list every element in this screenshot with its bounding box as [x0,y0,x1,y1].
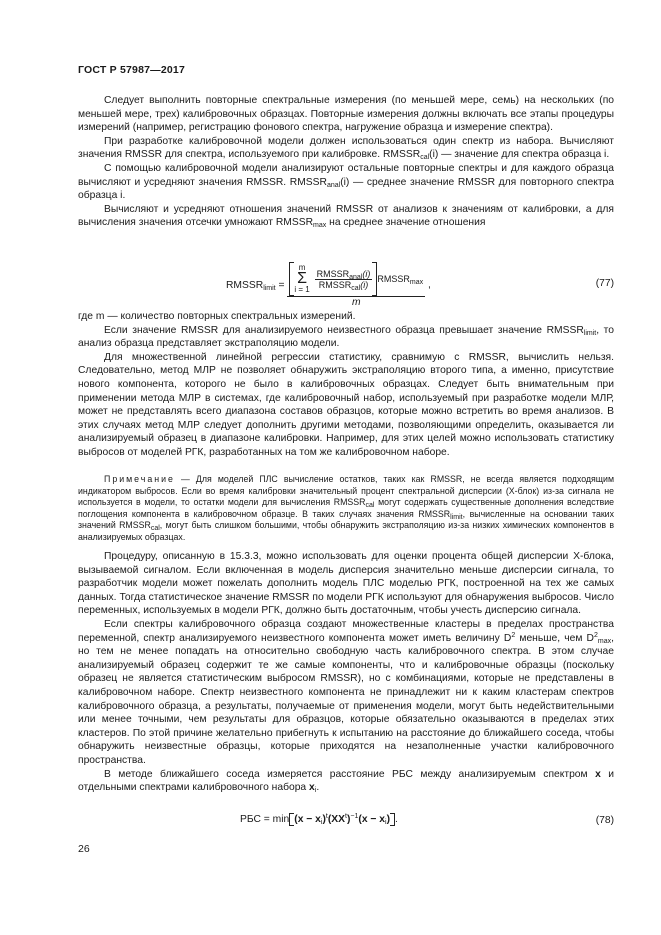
paragraph-8: Процедуру, описанную в 15.3.3, можно использовать для оценки процента общей дисперсии X-блока, вызываемой сигналом. Если включенная в модель дисперсия значительно меньше дисперсии сигнала, то разработчик модели может пожелать дополнить модель ПЛС моделью РГК, построенной на тех же самых данных. Тогда статистическое значение RMSSR по модели РГК используют для обнаружения выбросов. Число переменных, используемых в модели РГК, должно быть достаточным, чтобы учесть дисперсию сигнала. [78,551,614,617]
equation-number-78: (78) [595,815,614,826]
paragraph-3: С помощью калибровочной модели анализируют остальные повторные спектры и для каждого образца вычисляют и усредняют значения RMSSR. $RMSSR_{anal}(i)$ — среднее значение RMSSR для повторного спектра образца i. [78,162,614,202]
paragraph-7: Для множественной линейной регрессии статистику, сравнимую с RMSSR, вычислить нельзя. Следовательно, метод МЛР не позволяет обнаружить экстраполяцию второго типа, а именно, присутствие нового компонента, которого не было в калибровочных образцах. Следует быть внимательным при применении метода МЛР в системах, где калибровочный набор, используемый при разработке модели МЛР, может не представлять всего диапазона составов образцов, которые можно встретить во время анализов. В этих случаях метод МЛР следует дополнить другими методами, позволяющими определить, оказывается ли анализируемый образец в диапазоне калибровки. Например, для этих целей можно использовать статистику выбросов от моделей РГК, разработанных на том же калибровочном наборе. [78,351,614,458]
eq77-main-fraction: m Σ i = 1 $\frac{RMSSR_{anal}(i)}{RMSSR_{cal}(i)}$ $RMSSR_{max}$ m [287,262,425,308]
paragraph-9: Если спектры калибровочного образца создают множественные кластеры в пределах пространства переменной, спектр анализируемого неизвестного компонента может иметь величину $D^2$ меньше, чем $D^2_{max}$, но тем не менее попадать на относительно свободную часть калибровочного спектра. В этом случае анализируемый образец содержит те же самые компоненты, что и калибровочные образцы (поскольку образец не является статистическим выбросом RMSSR), но с комбинациями, которые не представлены в калибровочном наборе. Спектр неизвестного компонента не принадлежит ни к каким кластерам спектров калибровочного образца, а результаты, получаемые от применения модели, могут быть недействительными или менее точными, чем результаты для образцов, которые обязательно оказываются в пределах этих кластеров. По этой причине желательно прибегнуть к испытанию на расстояние до ближайшего соседа, чтобы обнаружить неизвестные образцы, которые приходятся на незаполненные участки калибровочного пространства. [78,618,614,766]
paragraph-1: Следует выполнить повторные спектральные измерения (по меньшей мере, семь) на нескольких (по меньшей мере, трех) калибровочных образцах. Повторные измерения должны включать все этапы процедуры измерений (например, регистрацию фонового спектра, нагружение образца и измерение спектра). [78,95,614,134]
body-block-1 [78,94,614,230]
body-block-2 [78,310,614,460]
note-block: Примечание — Для моделей ПЛС вычисление остатков, таких как RMSSR, не всегда является подходящим индикатором выбросов. Если во время калибровки значительный процент спектральной дисперсии (X-блок) из-за сигнала не используется в модели, то остатки модели для вычисления $RMSSR_{cal}$ могут содержать существенные дополнения вследствие поглощения компонента в калибровочном образце. В таких случаях значения $RMSSR_{limit}$, вычисленные на основании таких значений $RMSSR_{cal}$, могут быть слишком большими, чтобы обнаружить экстраполяцию из-за низких химических компонентов в анализируемых образцах. [78,474,614,542]
page-header: ГОСТ Р 57987—2017 [78,64,186,76]
equation-number-77: (77) [595,278,614,289]
paragraph-4: Вычисляют и усредняют отношения значений RMSSR от анализов к значениям от калибровки, а для вычисления значения отсечки умножают $RMSSR_{max}$ на среднее значение отношения [78,203,614,230]
paragraph-10: В методе ближайшего соседа измеряется расстояние РБС между анализируемым спектром x и отдельными спектрами калибровочного набора $x_i$. [78,768,614,795]
paragraph-2: При разработке калибровочной модели должен использоваться один спектр из набора. Вычисляют значения RMSSR для спектра, используемого при калибровке. $RMSSR_{cal}(i)$ — значение для спектра образца i. [78,135,614,162]
paragraph-6: Если значение RMSSR для анализируемого неизвестного образца превышает значение $RMSSR_{limit}$, то анализ образца представляет экстраполяцию модели. [78,324,614,350]
equation-78: РБС = $\min (x - x_i)^t(XX^t)^{-1}(x - x_i)$ . (78) [240,813,614,826]
body-block-3 [78,550,614,795]
paragraph-5: где m — количество повторных спектральных измерений. [78,311,356,322]
equation-77: $RMSSR_{limit}$ = m Σ i = 1 $\frac{RMSSR_{anal}(i)}{RMSSR_{cal}(i)}$ $RMSSR_{max}$ m , (77) [226,263,614,308]
page-number: 26 [78,843,90,855]
note-label: Примечание [104,474,175,484]
sum-symbol: m Σ i = 1 [294,263,310,294]
